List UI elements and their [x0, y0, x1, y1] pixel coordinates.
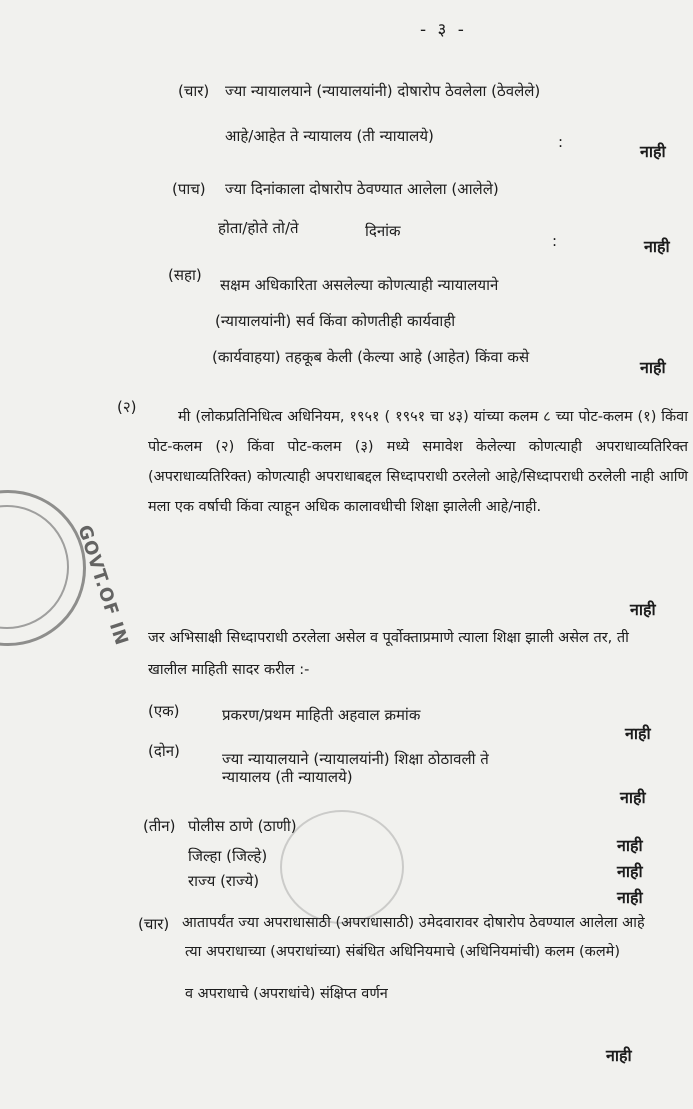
item-chaar-answer: नाही [640, 142, 666, 161]
item-saha-line1: सक्षम अधिकारिता असलेल्या कोणत्याही न्यायालयाने [220, 276, 499, 294]
item-paach-line2a: होता/होते तो/ते [218, 219, 299, 237]
item-saha-answer: नाही [640, 358, 666, 377]
sub-teen-label: (तीन) [143, 817, 176, 835]
item-paach-answer: नाही [644, 237, 670, 256]
item-paach-line2b: दिनांक [365, 222, 401, 240]
sub-ek-answer: नाही [625, 724, 651, 743]
item-paach-colon: : [552, 232, 558, 250]
sub-chaar-answer: नाही [606, 1046, 632, 1065]
sub-don-line1: ज्या न्यायालयाने (न्यायालयांनी) शिक्षा ठोठावली ते [222, 750, 489, 768]
sub-ek-label: (एक) [148, 702, 180, 720]
sub-teen-police: पोलीस ठाणे (ठाणी) [188, 817, 297, 835]
government-seal [0, 490, 86, 646]
page-number: - ३ - [420, 20, 467, 40]
conviction-intro-line1: जर अभिसाक्षी सिध्दापराधी ठरलेला असेल व पूर्वोक्ताप्रमाणे त्याला शिक्षा झाली असेल तर, ती [148, 630, 629, 646]
sub-don-line2: न्यायालय (ती न्यायालये) [222, 768, 353, 786]
item-saha-label: (सहा) [168, 266, 202, 284]
sub-chaar-line1: आतापर्यंत ज्या अपराधासाठी (अपराधासाठी) उमेदवारावर दोषारोप ठेवण्याल आलेला आहे [182, 915, 645, 931]
section2-label: (२) [117, 398, 137, 416]
item-paach-line1: ज्या दिनांकाला दोषारोप ठेवण्यात आलेला (आलेले) [225, 180, 499, 198]
item-chaar-label: (चार) [178, 82, 210, 100]
conviction-intro-line2: खालील माहिती सादर करील :- [148, 662, 310, 678]
sub-chaar-line3: व अपराधाचे (अपराधांचे) संक्षिप्त वर्णन [185, 986, 388, 1002]
item-chaar-line1: ज्या न्यायालयाने (न्यायालयांनी) दोषारोप ठेवलेला (ठेवलेले) [225, 82, 541, 100]
faint-stamp [280, 810, 404, 924]
sub-teen-state: राज्य (राज्ये) [188, 872, 260, 890]
sub-chaar-label: (चार) [138, 915, 170, 933]
sub-don-label: (दोन) [148, 742, 180, 760]
item-paach-label: (पाच) [172, 180, 206, 198]
sub-chaar-line2: त्या अपराधाच्या (अपराधांच्या) संबंधित अधिनियमाचे (अधिनियमांची) कलम (कलमे) [185, 944, 620, 960]
item-saha-line3: (कार्यवाहया) तहकूब केली (केल्या आहे (आहेत) किंवा कसे [212, 348, 530, 366]
sub-teen-answer-extra: नाही [617, 888, 643, 907]
section2-text: मी (लोकप्रतिनिधित्व अधिनियम, १९५१ ( १९५१ चा ४३) यांच्या कलम ८ च्या पोट-कलम (१) किंवा पोट-कलम (२) किंवा पोट-कलम (३) मध्ये समावेश केलेल्या कोणत्याही अपराधाव्यतिरिक्त (अपराधाव्यतिरिक्त) कोणत्याही अपराधाबद्दल सिध्दापराधी ठरलेलो आहे/सिध्दापराधी ठरलेली नाही आणि मला एक वर्षाची किंवा त्याहून अधिक कालावधीची शिक्षा झालेली आहे/नाही. [148, 409, 688, 515]
item-saha-line2: (न्यायालयांनी) सर्व किंवा कोणतीही कार्यवाही [215, 312, 456, 330]
item-chaar-line2: आहे/आहेत ते न्यायालय (ती न्यायालये) [225, 127, 434, 145]
seal-text: GOVT.OF IN [73, 522, 133, 649]
item-chaar-colon: : [558, 133, 564, 151]
sub-ek-text: प्रकरण/प्रथम माहिती अहवाल क्रमांक [222, 706, 421, 724]
sub-teen-answer-police: नाही [617, 836, 643, 855]
section2-answer: नाही [630, 600, 656, 619]
sub-don-answer: नाही [620, 788, 646, 807]
sub-teen-district: जिल्हा (जिल्हे) [188, 847, 268, 865]
sub-teen-answer-district: नाही [617, 862, 643, 881]
